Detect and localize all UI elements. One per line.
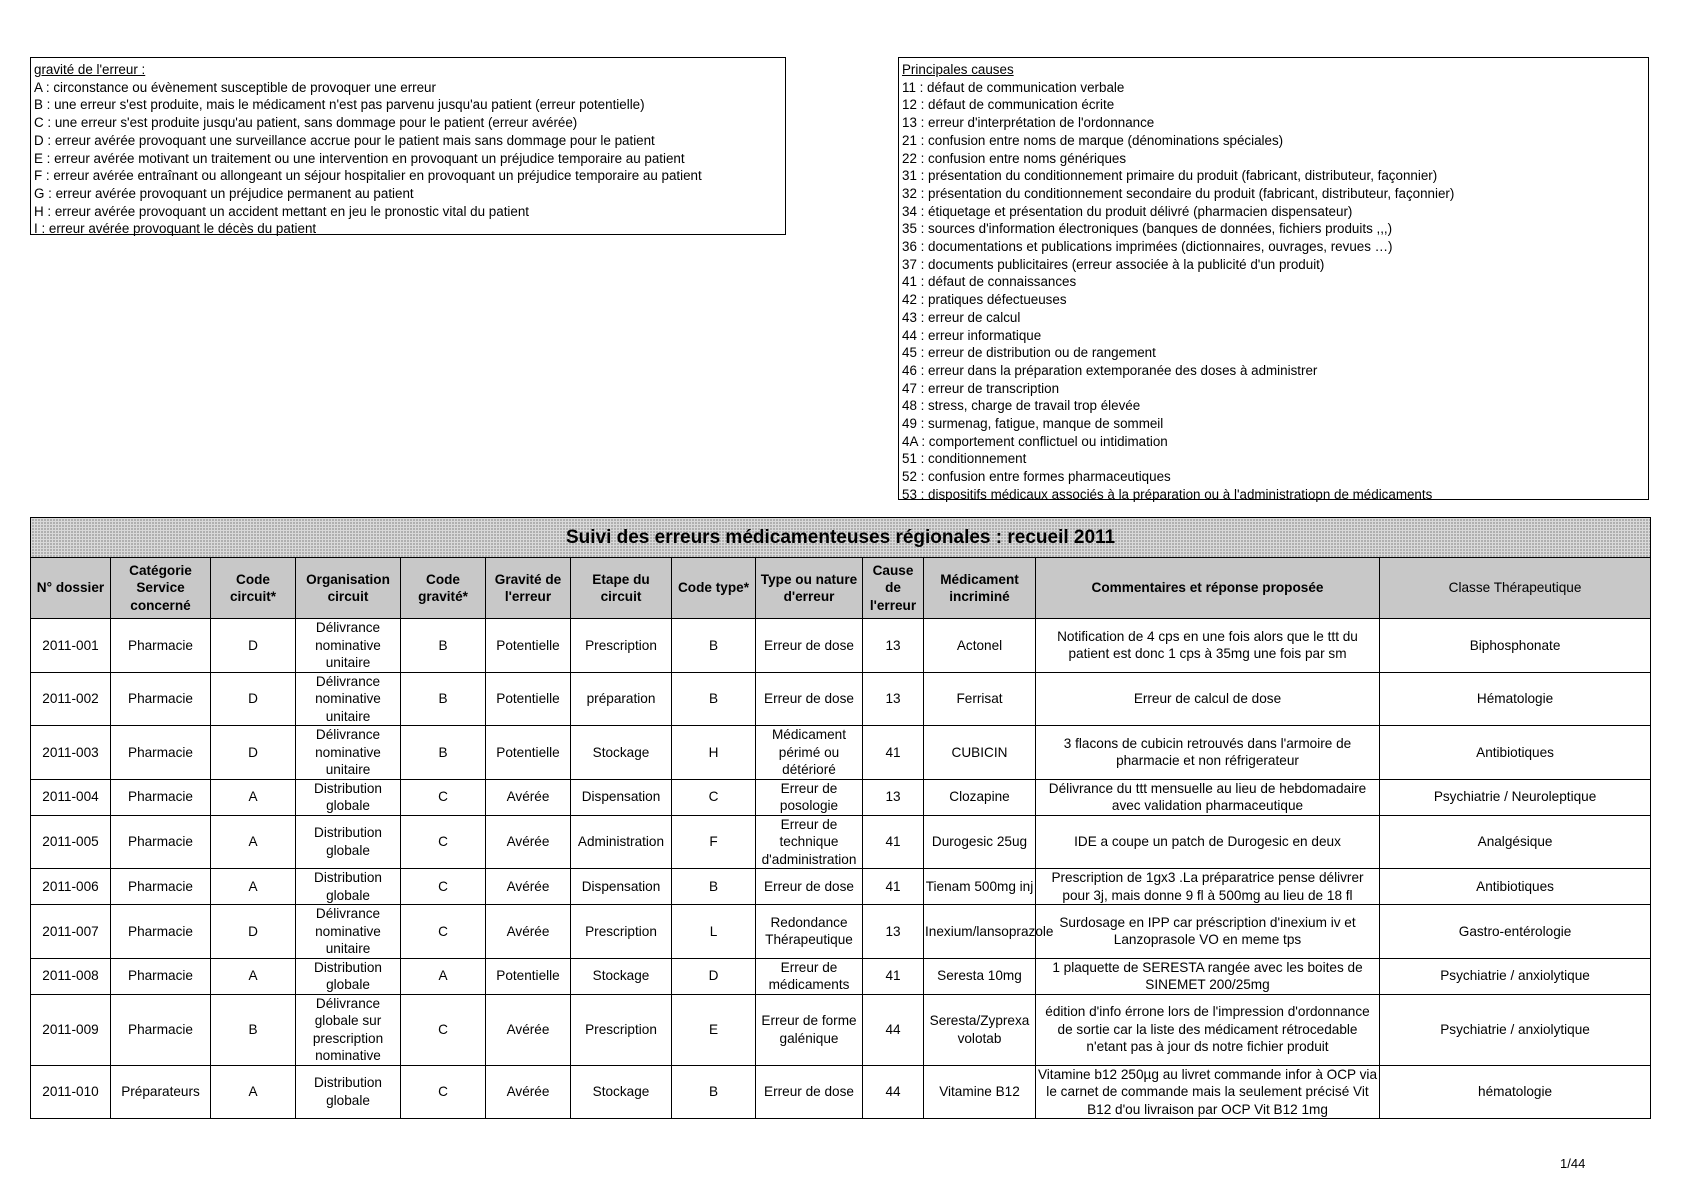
table-row [31,779,1651,815]
header-col-medicament: Médicament incriminé [924,558,1036,619]
cell-medicament: Seresta 10mg [924,958,1036,994]
cell-cause: 44 [863,1065,924,1119]
table-row [31,869,1651,905]
cell-categorie: Pharmacie [111,958,211,994]
cell-categorie: Préparateurs [111,1065,211,1119]
cell-code-circuit: A [211,869,296,905]
cell-gravite: Avérée [486,994,571,1065]
header-col-classe: Classe Thérapeutique [1380,558,1651,619]
header-col-dossier: N° dossier [31,558,111,619]
cell-cause: 41 [863,869,924,905]
cell-cause: 44 [863,994,924,1065]
cell-code-gravite: C [401,779,486,815]
cell-cause: 13 [863,672,924,726]
page-number: 1/44 [1560,1156,1586,1171]
cell-gravite: Avérée [486,1065,571,1119]
cell-code-type: H [672,726,756,780]
cell-medicament: Seresta/Zyprexa volotab [924,994,1036,1065]
cell-etape: Dispensation [571,779,672,815]
cell-code-gravite: B [401,619,486,673]
cell-etape: Stockage [571,958,672,994]
causes-legend-line: 34 : étiquetage et présentation du produit délivré (pharmacien dispensateur) [902,203,1353,219]
causes-legend-line: 49 : surmenag, fatigue, manque de sommeil [902,416,1164,432]
cell-type-erreur: Redondance Thérapeutique [756,905,863,959]
causes-legend-line: 22 : confusion entre noms génériques [902,150,1127,166]
cell-code-type: C [672,779,756,815]
cell-dossier: 2011-005 [31,815,111,869]
cell-medicament: Inexium/lansoprazole [924,905,1036,959]
table-row [31,672,1651,726]
cell-dossier: 2011-008 [31,958,111,994]
causes-legend-line: 44 : erreur informatique [902,327,1042,343]
cell-code-type: B [672,672,756,726]
cell-gravite: Potentielle [486,619,571,673]
cell-classe: Hématologie [1380,672,1651,726]
cell-type-erreur: Erreur de dose [756,619,863,673]
cell-commentaires: 3 flacons de cubicin retrouvés dans l'armoire de pharmacie et non réfrigerateur [1036,726,1380,780]
causes-legend-line: 12 : défaut de communication écrite [902,97,1115,113]
cell-code-type: B [672,619,756,673]
cell-classe: Antibiotiques [1380,869,1651,905]
causes-legend-line: 52 : confusion entre formes pharmaceutiques [902,469,1171,485]
cell-organisation: Délivrance nominative unitaire [296,905,401,959]
cell-commentaires: Surdosage en IPP car préscription d'inexium iv et Lanzoprasole VO en meme tps [1036,905,1380,959]
gravity-legend-title: gravité de l'erreur : [34,62,146,77]
cell-etape: Prescription [571,905,672,959]
cell-dossier: 2011-004 [31,779,111,815]
cell-classe: Gastro-entérologie [1380,905,1651,959]
table-row [31,905,1651,959]
cell-code-gravite: B [401,726,486,780]
cell-gravite: Potentielle [486,726,571,780]
causes-legend-line: 53 : dispositifs médicaux associés à la préparation ou à l'administratiopn de médicaments [902,486,1433,502]
header-col-code-circuit: Code circuit* [211,558,296,619]
gravity-legend-line: A : circonstance ou évènement susceptible de provoquer une erreur [34,79,436,95]
cell-cause: 41 [863,958,924,994]
cell-categorie: Pharmacie [111,869,211,905]
cell-etape: préparation [571,672,672,726]
cell-etape: Dispensation [571,869,672,905]
causes-legend [898,57,1649,500]
cell-classe: Psychiatrie / anxiolytique [1380,958,1651,994]
cell-commentaires: Erreur de calcul de dose [1036,672,1380,726]
causes-legend-line: 51 : conditionnement [902,451,1027,467]
causes-legend-line: 42 : pratiques défectueuses [902,292,1067,308]
cell-etape: Stockage [571,1065,672,1119]
causes-legend-line: 36 : documentations et publications imprimées (dictionnaires, ouvrages, revues …) [902,239,1393,255]
cell-categorie: Pharmacie [111,672,211,726]
cell-gravite: Potentielle [486,672,571,726]
gravity-legend-line: G : erreur avérée provoquant un préjudice permanent au patient [34,185,414,201]
cell-code-gravite: C [401,905,486,959]
cell-code-type: B [672,1065,756,1119]
cell-medicament: Clozapine [924,779,1036,815]
cell-commentaires: Notification de 4 cps en une fois alors que le ttt du patient est donc 1 cps à 35mg une fois par sm [1036,619,1380,673]
table-row [31,1065,1651,1119]
gravity-legend-line: C : une erreur s'est produite jusqu'au patient, sans dommage pour le patient (erreur avérée) [34,115,578,131]
table-title: Suivi des erreurs médicamenteuses régionales : recueil 2011 [31,518,1651,558]
cell-code-circuit: A [211,779,296,815]
cell-cause: 13 [863,905,924,959]
causes-legend-line: 48 : stress, charge de travail trop élevée [902,398,1141,414]
cell-cause: 41 [863,815,924,869]
gravity-legend-line: D : erreur avérée provoquant une surveillance accrue pour le patient mais sans dommage pour le patient [34,132,655,148]
cell-code-circuit: A [211,958,296,994]
cell-code-type: E [672,994,756,1065]
cell-etape: Administration [571,815,672,869]
cell-type-erreur: Erreur de forme galénique [756,994,863,1065]
cell-type-erreur: Médicament périmé ou détérioré [756,726,863,780]
causes-legend-line: 45 : erreur de distribution ou de rangement [902,345,1156,361]
cell-dossier: 2011-002 [31,672,111,726]
causes-legend-line: 37 : documents publicitaires (erreur associée à la publicité d'un produit) [902,256,1325,272]
cell-organisation: Délivrance nominative unitaire [296,619,401,673]
causes-legend-line: 13 : erreur d'interprétation de l'ordonnance [902,115,1155,131]
cell-gravite: Avérée [486,779,571,815]
cell-commentaires: Vitamine b12 250µg au livret commande infor à OCP via le carnet de commande mais la seulement précisé Vit B12 d'ou livraison par OCP Vit B12 1mg [1036,1065,1380,1119]
cell-code-circuit: B [211,994,296,1065]
causes-legend-line: 11 : défaut de communication verbale [902,79,1125,95]
cell-gravite: Avérée [486,869,571,905]
cell-categorie: Pharmacie [111,726,211,780]
cell-gravite: Avérée [486,815,571,869]
header-col-organisation: Organisation circuit [296,558,401,619]
cell-code-circuit: D [211,672,296,726]
header-col-gravite: Gravité de l'erreur [486,558,571,619]
cell-cause: 13 [863,779,924,815]
gravity-legend-line: I : erreur avérée provoquant le décès du patient [34,221,317,237]
header-col-type-erreur: Type ou nature d'erreur [756,558,863,619]
cell-code-type: B [672,869,756,905]
causes-legend-title: Principales causes [902,62,1014,77]
causes-legend-line: 21 : confusion entre noms de marque (dénominations spéciales) [902,132,1284,148]
cell-dossier: 2011-007 [31,905,111,959]
cell-dossier: 2011-010 [31,1065,111,1119]
cell-medicament: Tienam 500mg inj [924,869,1036,905]
cell-categorie: Pharmacie [111,994,211,1065]
cell-type-erreur: Erreur de dose [756,672,863,726]
cell-commentaires: édition d'info érrone lors de l'impression d'ordonnance de sortie car la liste des médicament rétrocedable n'etant pas à jour ds notre fichier produit [1036,994,1380,1065]
cell-type-erreur: Erreur de posologie [756,779,863,815]
cell-code-gravite: C [401,1065,486,1119]
cell-dossier: 2011-001 [31,619,111,673]
causes-legend-line: 47 : erreur de transcription [902,380,1060,396]
cell-code-circuit: D [211,619,296,673]
causes-legend-line: 35 : sources d'information électroniques (banques de données, fichiers produits ,,,) [902,221,1393,237]
cell-etape: Stockage [571,726,672,780]
cell-etape: Prescription [571,619,672,673]
cell-classe: Biphosphonate [1380,619,1651,673]
header-col-categorie: Catégorie Service concerné [111,558,211,619]
cell-type-erreur: Erreur de dose [756,869,863,905]
cell-organisation: Distribution globale [296,779,401,815]
cell-code-circuit: D [211,905,296,959]
causes-legend-line: 32 : présentation du conditionnement secondaire du produit (fabricant, distributeur, façonnier) [902,185,1455,201]
cell-categorie: Pharmacie [111,905,211,959]
cell-code-gravite: C [401,994,486,1065]
cell-categorie: Pharmacie [111,619,211,673]
cell-commentaires: Prescription de 1gx3 .La préparatrice pense délivrer pour 3j, mais donne 9 fl à 500mg au lieu de 18 fl [1036,869,1380,905]
header-col-etape: Etape du circuit [571,558,672,619]
cell-organisation: Distribution globale [296,815,401,869]
cell-gravite: Avérée [486,905,571,959]
gravity-legend-line: E : erreur avérée motivant un traitement ou une intervention en provoquant un préjudice temporaire au patient [34,150,685,166]
cell-code-circuit: A [211,815,296,869]
causes-legend-line: 43 : erreur de calcul [902,309,1021,325]
header-col-commentaires: Commentaires et réponse proposée [1036,558,1380,619]
cell-classe: hématologie [1380,1065,1651,1119]
cell-classe: Psychiatrie / anxiolytique [1380,994,1651,1065]
gravity-legend [30,57,786,235]
cell-type-erreur: Erreur de médicaments [756,958,863,994]
cell-cause: 41 [863,726,924,780]
cell-medicament: Actonel [924,619,1036,673]
cell-medicament: CUBICIN [924,726,1036,780]
cell-commentaires: IDE a coupe un patch de Durogesic en deux [1036,815,1380,869]
header-col-code-type: Code type* [672,558,756,619]
cell-organisation: Délivrance nominative unitaire [296,672,401,726]
table-row [31,619,1651,673]
causes-legend-line: 46 : erreur dans la préparation extemporanée des doses à administrer [902,362,1318,378]
cell-gravite: Potentielle [486,958,571,994]
cell-commentaires: 1 plaquette de SERESTA rangée avec les boites de SINEMET 200/25mg [1036,958,1380,994]
gravity-legend-line: H : erreur avérée provoquant un accident mettant en jeu le pronostic vital du patient [34,203,530,219]
table-row [31,815,1651,869]
causes-legend-line: 41 : défaut de connaissances [902,274,1077,290]
cell-cause: 13 [863,619,924,673]
cell-categorie: Pharmacie [111,815,211,869]
cell-dossier: 2011-009 [31,994,111,1065]
cell-commentaires: Délivrance du ttt mensuelle au lieu de hebdomadaire avec validation pharmaceutique [1036,779,1380,815]
cell-medicament: Durogesic 25ug [924,815,1036,869]
cell-code-type: L [672,905,756,959]
table-row [31,726,1651,780]
cell-organisation: Distribution globale [296,1065,401,1119]
errors-table [30,517,1651,1119]
causes-legend-line: 4A : comportement conflictuel ou intidimation [902,433,1168,449]
header-col-code-gravite: Code gravité* [401,558,486,619]
cell-organisation: Distribution globale [296,869,401,905]
cell-medicament: Vitamine B12 [924,1065,1036,1119]
cell-code-gravite: A [401,958,486,994]
table-row [31,994,1651,1065]
cell-type-erreur: Erreur de dose [756,1065,863,1119]
cell-code-circuit: D [211,726,296,780]
cell-code-type: D [672,958,756,994]
header-col-cause: Cause de l'erreur [863,558,924,619]
gravity-legend-line: F : erreur avérée entraînant ou allongeant un séjour hospitalier en provoquant un préjudice temporaire au patient [34,168,702,184]
cell-medicament: Ferrisat [924,672,1036,726]
cell-code-gravite: C [401,815,486,869]
cell-dossier: 2011-006 [31,869,111,905]
cell-code-type: F [672,815,756,869]
cell-type-erreur: Erreur de technique d'administration [756,815,863,869]
gravity-legend-line: B : une erreur s'est produite, mais le médicament n'est pas parvenu jusqu'au patient (erreur potentielle) [34,97,645,113]
table-header-row [31,558,1651,619]
cell-organisation: Distribution globale [296,958,401,994]
cell-code-gravite: C [401,869,486,905]
cell-code-circuit: A [211,1065,296,1119]
cell-organisation: Délivrance nominative unitaire [296,726,401,780]
cell-organisation: Délivrance globale sur prescription nominative [296,994,401,1065]
cell-classe: Analgésique [1380,815,1651,869]
cell-dossier: 2011-003 [31,726,111,780]
cell-classe: Psychiatrie / Neuroleptique [1380,779,1651,815]
cell-etape: Prescription [571,994,672,1065]
cell-categorie: Pharmacie [111,779,211,815]
causes-legend-line: 31 : présentation du conditionnement primaire du produit (fabricant, distributeur, façonnier) [902,168,1438,184]
cell-classe: Antibiotiques [1380,726,1651,780]
table-row [31,958,1651,994]
cell-code-gravite: B [401,672,486,726]
